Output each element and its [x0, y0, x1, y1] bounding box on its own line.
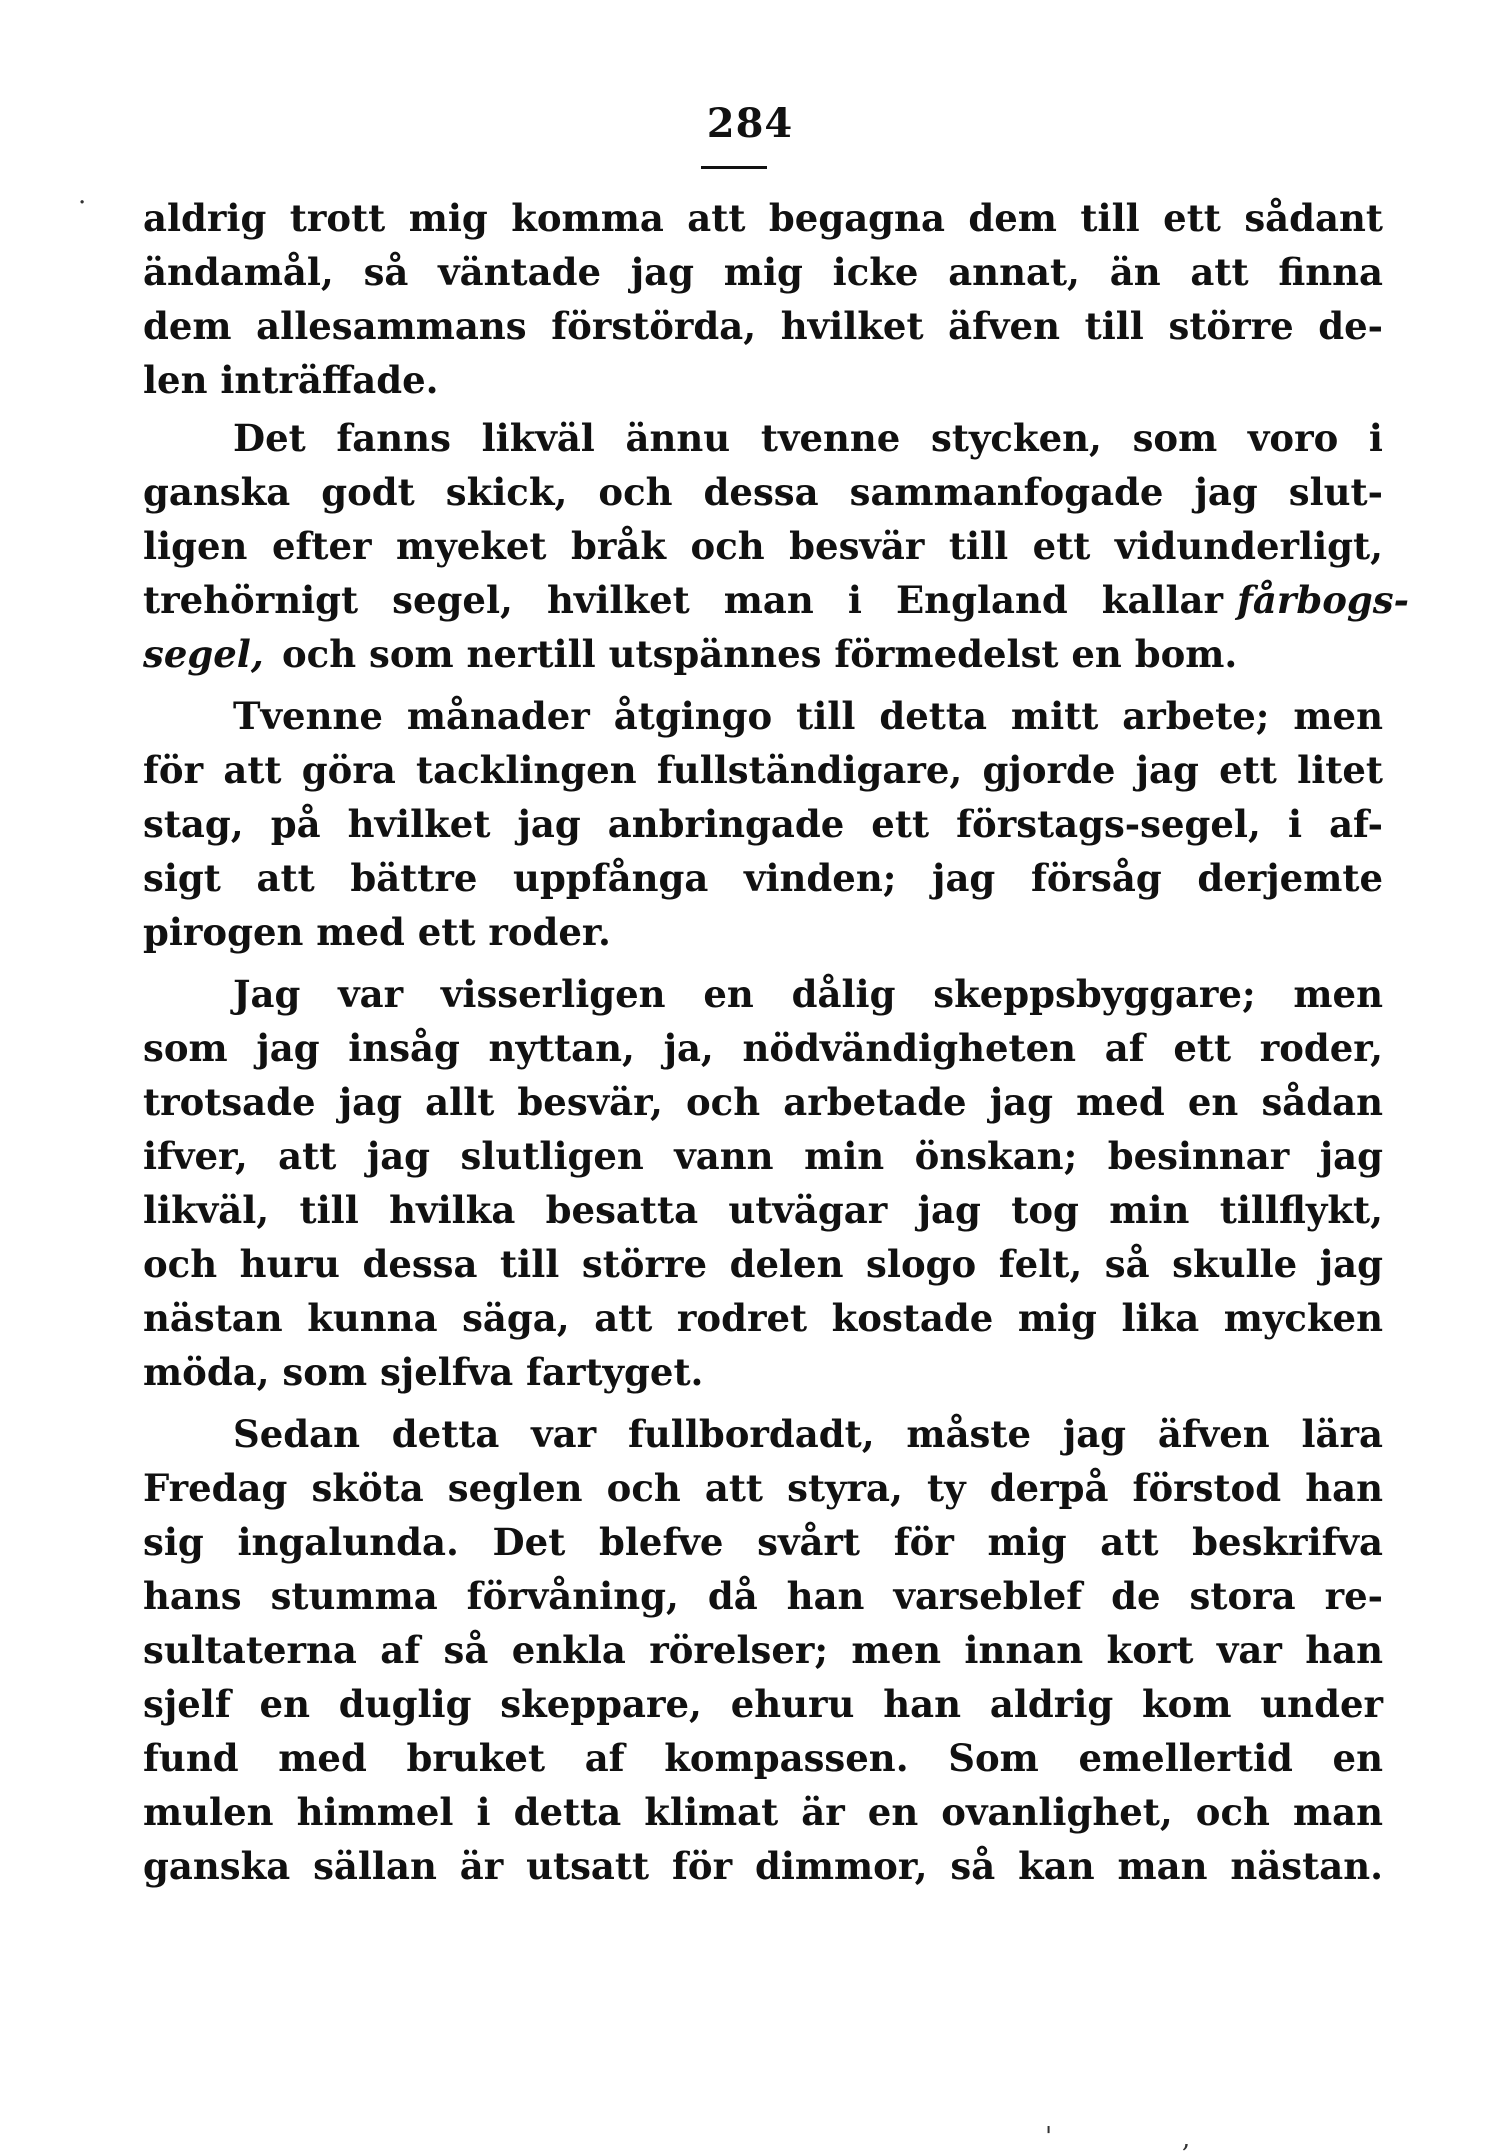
text-line: sultaterna af så enkla rörelser; men innan kort var han [143, 1628, 1383, 1672]
text-line: som jag insåg nyttan, ja, nödvändigheten af ett roder, [143, 1026, 1383, 1070]
text-line: Det fanns likväl ännu tvenne stycken, som voro i [233, 416, 1383, 460]
text-line: trehörnigt segel, hvilket man i England kallar [143, 578, 1223, 622]
text-line: sig ingalunda. Det blefve svårt för mig att beskrifva [143, 1520, 1383, 1564]
print-speck: , [1182, 2124, 1191, 2154]
text-line: och huru dessa till större delen slogo felt, så skulle jag [143, 1242, 1383, 1286]
text-line: Fredag sköta seglen och att styra, ty derpå förstod han [143, 1466, 1383, 1510]
text-line: möda, som sjelfva fartyget. [143, 1350, 704, 1394]
text-line-italic: fårbogs- [1237, 578, 1409, 622]
print-speck: ' [1045, 2122, 1053, 2152]
text-line: dem allesammans förstörda, hvilket äfven till större de- [143, 304, 1383, 348]
text-line: ganska godt skick, och dessa sammanfogade jag slut- [143, 470, 1383, 514]
text-line: Tvenne månader åtgingo till detta mitt arbete; men [233, 694, 1383, 738]
text-line: för att göra tacklingen fullständigare, gjorde jag ett litet [143, 748, 1383, 792]
text-line: stag, på hvilket jag anbringade ett förstags-segel, i af- [143, 802, 1383, 846]
text-line: aldrig trott mig komma att begagna dem till ett sådant [143, 196, 1383, 240]
text-line: likväl, till hvilka besatta utvägar jag tog min tillflykt, [143, 1188, 1383, 1232]
text-line: sigt att bättre uppfånga vinden; jag försåg derjemte [143, 856, 1383, 900]
page-number-rule [701, 166, 767, 169]
text-line: ligen efter myeket bråk och besvär till ett vidunderligt, [143, 524, 1383, 568]
text-line-italic: segel, [143, 632, 264, 676]
text-line: ganska sällan är utsatt för dimmor, så kan man nästan. [143, 1844, 1383, 1888]
text-line: Sedan detta var fullbordadt, måste jag äfven lära [233, 1412, 1383, 1456]
text-line: len inträffade. [143, 358, 439, 402]
page-number: 284 [706, 100, 794, 147]
text-line: pirogen med ett roder. [143, 910, 611, 954]
text-line: nästan kunna säga, att rodret kostade mig lika mycken [143, 1296, 1383, 1340]
text-line: sjelf en duglig skeppare, ehuru han aldrig kom under [143, 1682, 1383, 1726]
text-line: hans stumma förvåning, då han varseblef de stora re- [143, 1574, 1383, 1618]
text-line: fund med bruket af kompassen. Som emellertid en [143, 1736, 1383, 1780]
text-line: ändamål, så väntade jag mig icke annat, än att finna [143, 250, 1383, 294]
text-line: ifver, att jag slutligen vann min önskan; besinnar jag [143, 1134, 1383, 1178]
text-line: mulen himmel i detta klimat är en ovanlighet, och man [143, 1790, 1383, 1834]
text-line: Jag var visserligen en dålig skeppsbyggare; men [233, 972, 1383, 1016]
print-speck: · [78, 188, 87, 218]
text-line: trotsade jag allt besvär, och arbetade jag med en sådan [143, 1080, 1383, 1124]
text-line: och som nertill utspännes förmedelst en bom. [282, 632, 1238, 676]
